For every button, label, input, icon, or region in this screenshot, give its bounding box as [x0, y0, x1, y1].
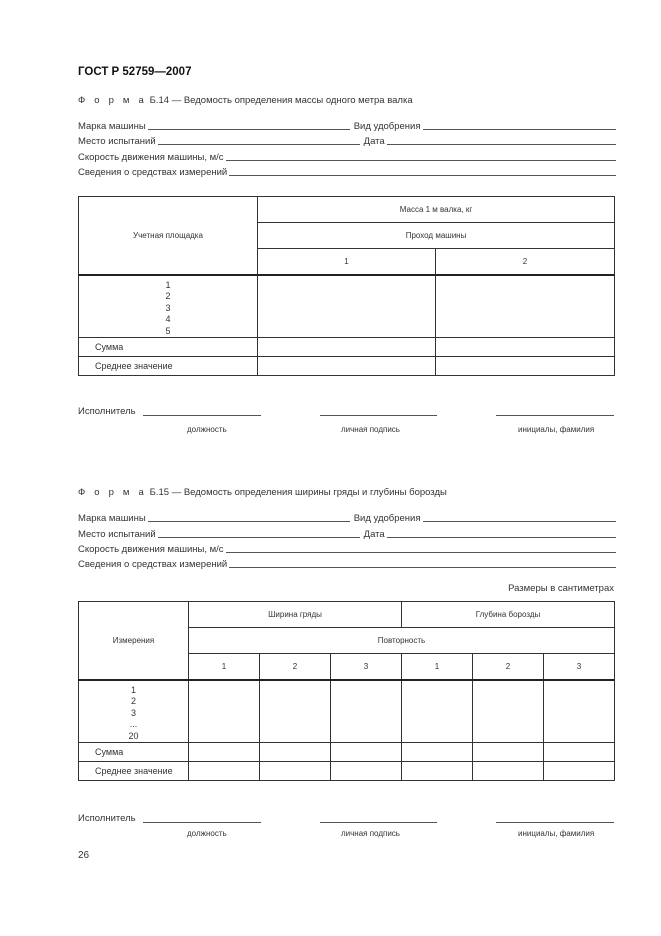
table-cell[interactable]: [402, 680, 473, 743]
place-field[interactable]: [158, 134, 360, 145]
row-mean-label: Среднее значение: [79, 357, 258, 376]
pass-header: 2: [436, 249, 615, 275]
rep-header: 2: [260, 654, 331, 680]
speed-label: Скорость движения машины, м/с: [78, 152, 224, 163]
table-cell[interactable]: [189, 743, 260, 762]
date-field[interactable]: [387, 527, 616, 538]
col-header-plot: Учетная площадка: [79, 197, 258, 275]
machine-label: Марка машины: [78, 121, 146, 132]
form2-table: [78, 601, 615, 781]
form2-signature-line: [78, 812, 616, 826]
table-cell[interactable]: [436, 338, 615, 357]
form-b14-title: [78, 95, 413, 106]
form-prefix: Ф о р м а: [78, 487, 147, 498]
table-cell[interactable]: [331, 762, 402, 781]
table-cell[interactable]: [260, 743, 331, 762]
table-cell[interactable]: [189, 762, 260, 781]
fertilizer-label: Вид удобрения: [353, 121, 421, 132]
place-label: Место испытаний: [78, 136, 156, 147]
form-prefix: Ф о р м а: [78, 95, 147, 106]
page-number: 26: [78, 850, 90, 861]
row-number: 5: [165, 325, 171, 336]
table-cell[interactable]: [260, 680, 331, 743]
row-number: 1: [130, 684, 136, 695]
signature-field[interactable]: [320, 415, 437, 416]
group-header-mass: Масса 1 м валка, кг: [258, 197, 615, 223]
form-b15-title: [78, 487, 447, 498]
form1-line-place: [78, 134, 616, 147]
position-caption: должность: [187, 829, 227, 838]
instruments-field[interactable]: [229, 557, 616, 568]
form-caption: Б.15 — Ведомость определения ширины гряды и глубины борозды: [149, 487, 447, 498]
name-caption: инициалы, фамилия: [518, 425, 595, 434]
table-cell[interactable]: [402, 762, 473, 781]
form1-line-speed: [78, 150, 616, 163]
speed-label: Скорость движения машины, м/с: [78, 544, 224, 555]
document-title: ГОСТ Р 52759—2007: [78, 66, 192, 78]
table-cell[interactable]: [258, 338, 436, 357]
row-numbers: [79, 275, 258, 338]
signature-caption: личная подпись: [341, 425, 400, 434]
fertilizer-field[interactable]: [423, 511, 617, 522]
table-cell[interactable]: [544, 680, 615, 743]
table-cell[interactable]: [436, 357, 615, 376]
table-cell[interactable]: [473, 743, 544, 762]
name-caption: инициалы, фамилия: [518, 829, 595, 838]
instruments-label: Сведения о средствах измерений: [78, 167, 228, 178]
form1-table: [78, 196, 615, 376]
speed-field[interactable]: [226, 150, 616, 161]
table-cell[interactable]: [402, 743, 473, 762]
row-number: 2: [130, 696, 136, 706]
row-number: 3: [130, 707, 136, 718]
group-header-depth: Глубина борозды: [402, 602, 615, 628]
place-label: Место испытаний: [78, 529, 156, 540]
name-field[interactable]: [496, 415, 614, 416]
col-header-measurements: Измерения: [79, 602, 189, 680]
table-cell[interactable]: [258, 357, 436, 376]
table-cell[interactable]: [544, 743, 615, 762]
table-cell[interactable]: [473, 762, 544, 781]
form2-line-place: [78, 527, 616, 540]
machine-field[interactable]: [148, 511, 350, 522]
speed-field[interactable]: [226, 542, 616, 553]
row-number: 20: [128, 730, 139, 741]
row-numbers: [79, 680, 189, 743]
fertilizer-field[interactable]: [423, 119, 617, 130]
fertilizer-label: Вид удобрения: [353, 513, 421, 524]
form-caption: Б.14 — Ведомость определения массы одного метра валка: [149, 95, 413, 106]
signature-caption: личная подпись: [341, 829, 400, 838]
table-cell[interactable]: [260, 762, 331, 781]
form1-line-instruments: [78, 165, 616, 178]
table-cell[interactable]: [544, 762, 615, 781]
row-number: 4: [165, 314, 171, 324]
instruments-field[interactable]: [229, 165, 616, 176]
table-cell[interactable]: [331, 743, 402, 762]
row-number: 1: [165, 279, 171, 290]
name-field[interactable]: [496, 822, 614, 823]
row-number: 2: [165, 291, 171, 301]
rep-header: 3: [544, 654, 615, 680]
signature-field[interactable]: [320, 822, 437, 823]
rep-header: 1: [189, 654, 260, 680]
row-sum-label: Сумма: [79, 743, 189, 762]
machine-field[interactable]: [148, 119, 350, 130]
machine-label: Марка машины: [78, 513, 146, 524]
performer-label: Исполнитель: [78, 406, 136, 417]
instruments-label: Сведения о средствах измерений: [78, 559, 228, 570]
position-field[interactable]: [143, 822, 261, 823]
form1-signature-line: [78, 405, 616, 419]
units-note: Размеры в сантиметрах: [508, 583, 614, 594]
rep-header: 3: [331, 654, 402, 680]
table-cell[interactable]: [189, 680, 260, 743]
position-caption: должность: [187, 425, 227, 434]
pass-header: 1: [258, 249, 436, 275]
table-cell[interactable]: [258, 275, 436, 338]
row-number: 3: [165, 302, 171, 313]
date-label: Дата: [363, 529, 385, 540]
performer-label: Исполнитель: [78, 813, 136, 824]
form2-line-speed: [78, 542, 616, 555]
group-header-width: Ширина гряды: [189, 602, 402, 628]
table-cell[interactable]: [436, 275, 615, 338]
position-field[interactable]: [143, 415, 261, 416]
date-label: Дата: [363, 136, 385, 147]
row-sum-label: Сумма: [79, 338, 258, 357]
row-mean-label: Среднее значение: [79, 762, 189, 781]
sub-header-repetition: Повторность: [189, 628, 615, 654]
place-field[interactable]: [158, 527, 360, 538]
date-field[interactable]: [387, 134, 616, 145]
rep-header: 1: [402, 654, 473, 680]
sub-header-pass: Проход машины: [258, 223, 615, 249]
table-cell[interactable]: [331, 680, 402, 743]
row-number: ...: [129, 719, 138, 729]
form2-line-machine: [78, 511, 616, 524]
form2-line-instruments: [78, 557, 616, 570]
form1-line-machine: [78, 119, 616, 132]
rep-header: 2: [473, 654, 544, 680]
table-cell[interactable]: [473, 680, 544, 743]
